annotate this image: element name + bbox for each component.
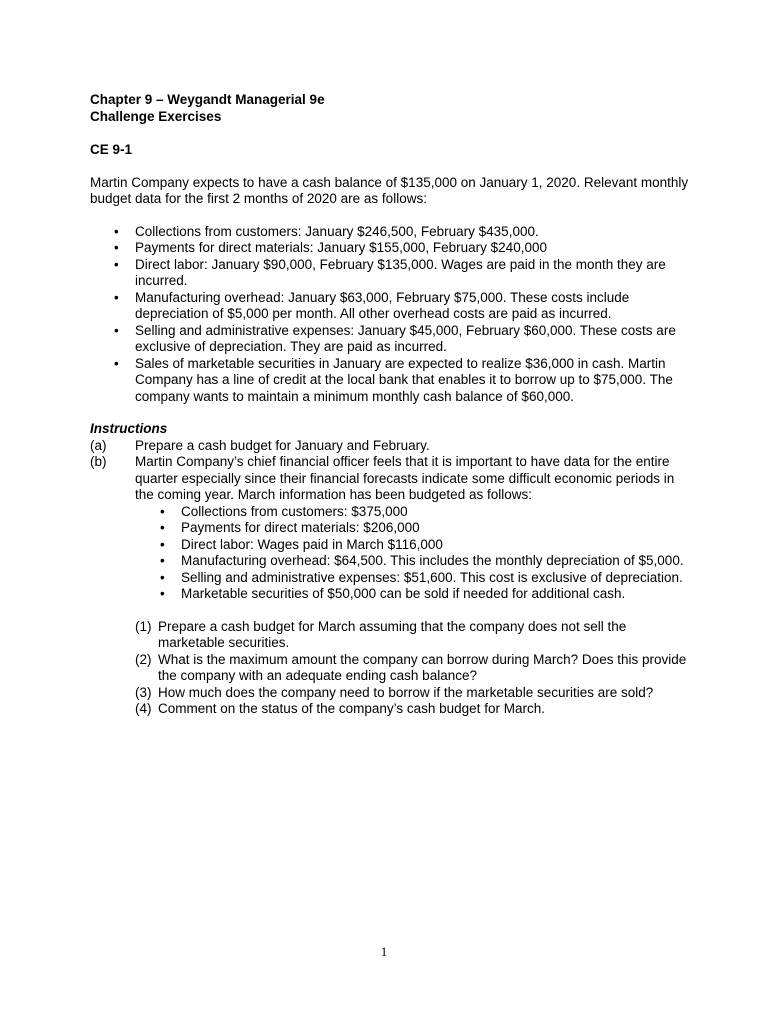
list-item: • Selling and administrative expenses: $51,600. This cost is exclusive of depreciation.	[90, 570, 690, 587]
list-item: • Payments for direct materials: January $155,000, February $240,000	[90, 240, 690, 257]
question-number: (2)	[135, 651, 152, 667]
list-item: • Direct labor: Wages paid in March $116,000	[90, 537, 690, 554]
question-text: What is the maximum amount the company can borrow during March? Does this provide the company with an adequate ending cash balance?	[158, 651, 687, 683]
question-text: Prepare a cash budget for March assuming that the company does not sell the marketable securities.	[158, 618, 627, 650]
list-item: • Payments for direct materials: $206,000	[90, 520, 690, 537]
questions-list	[90, 619, 690, 718]
instruction-b	[90, 454, 690, 504]
question-item	[90, 652, 690, 685]
exercise-label: CE 9-1	[90, 142, 133, 157]
instruction-a-label: (a)	[90, 437, 107, 453]
list-item: • Direct labor: January $90,000, February $135,000. Wages are paid in the month they are incurred.	[90, 257, 690, 290]
page-number: 1	[380, 944, 388, 959]
question-number: (3)	[135, 684, 152, 700]
instruction-b-label: (b)	[90, 454, 107, 469]
list-item: • Marketable securities of $50,000 can be sold if needed for additional cash.	[90, 586, 690, 603]
budget-data-list	[90, 224, 690, 406]
instruction-a	[90, 438, 690, 455]
list-item: • Manufacturing overhead: $64,500. This includes the monthly depreciation of $5,000.	[90, 553, 690, 570]
question-number: (4)	[135, 701, 152, 716]
instructions-heading: Instructions	[90, 421, 168, 436]
march-data-list	[90, 504, 690, 603]
instructions-list	[90, 438, 690, 504]
list-item: • Selling and administrative expenses: January $45,000, February $60,000. These costs are exclusive of depreciation. They are paid as incurred.	[90, 323, 690, 356]
list-item: • Collections from customers: January $246,500, February $435,000.	[90, 224, 690, 241]
list-item: • Sales of marketable securities in January are expected to realize $36,000 in cash. Martin Company has a line of credit at the local bank that enables it to borrow up to $75,000. The company wants to maintain a minimum monthly cash balance of $60,000.	[90, 356, 690, 406]
question-item	[90, 701, 690, 718]
question-text: How much does the company need to borrow if the marketable securities are sold?	[158, 684, 654, 700]
section-subtitle: Challenge Exercises	[90, 108, 222, 124]
instruction-b-text: Martin Company’s chief financial officer feels that it is important to have data for the entire quarter especially since their financial forecasts indicate some difficult economic periods in the coming year. March information has been budgeted as follows:	[135, 454, 675, 502]
chapter-title: Chapter 9 – Weygandt Managerial 9e	[90, 92, 325, 107]
question-item	[90, 685, 690, 702]
list-item: • Collections from customers: $375,000	[90, 504, 690, 521]
list-item: • Manufacturing overhead: January $63,000, February $75,000. These costs include depreciation of $5,000 per month. All other overhead costs are paid as incurred.	[90, 290, 690, 323]
instruction-a-text: Prepare a cash budget for January and February.	[135, 437, 430, 453]
question-number: (1)	[135, 618, 152, 634]
question-item	[90, 619, 690, 652]
document-body	[90, 92, 690, 718]
intro-paragraph: Martin Company expects to have a cash balance of $135,000 on January 1, 2020. Relevant monthly budget data for the first 2 months of 2020 are as follows:	[90, 174, 689, 206]
question-text: Comment on the status of the company’s cash budget for March.	[158, 701, 545, 716]
